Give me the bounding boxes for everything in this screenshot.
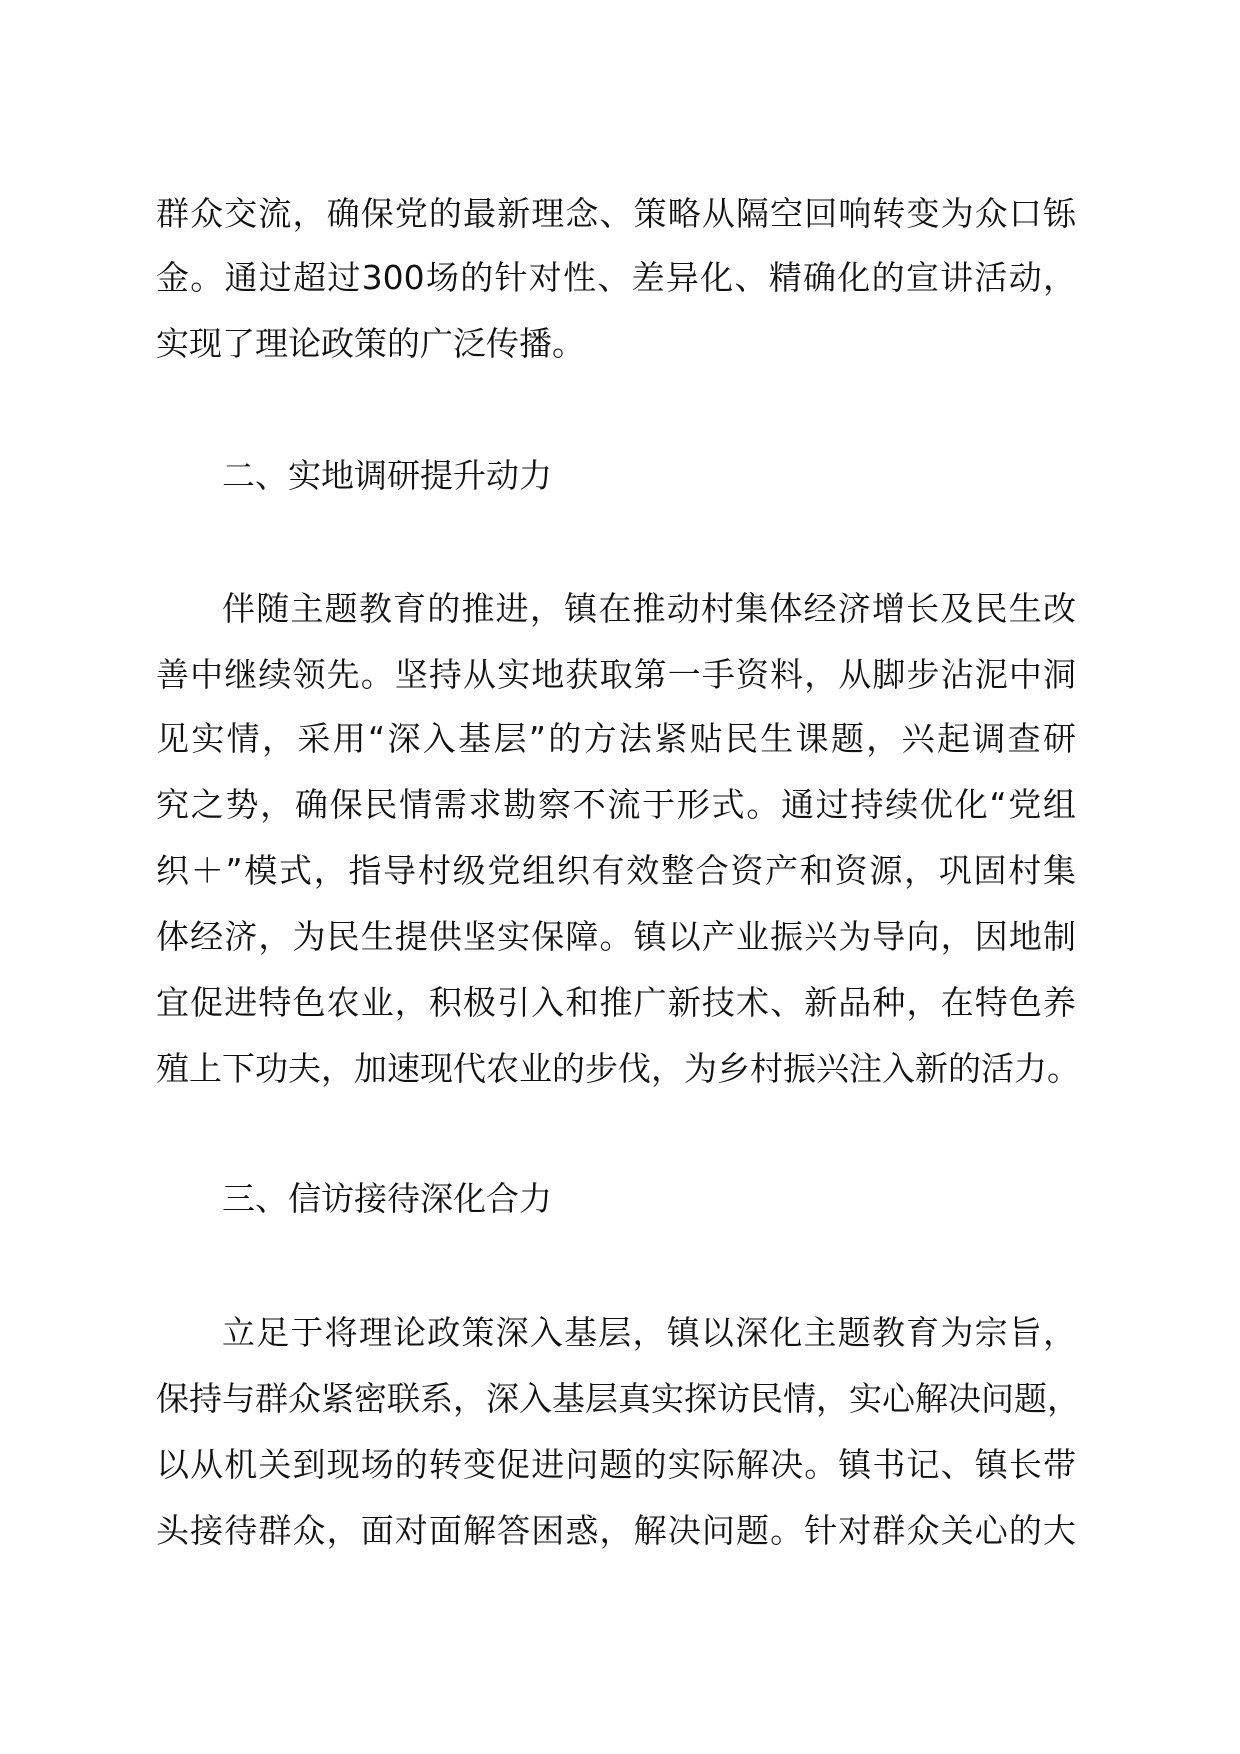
paragraph-2-line-8: 殖上下功夫，加速现代农业的步伐，为乡村振兴注入新的活力。	[156, 1049, 1080, 1088]
paragraph-2-line-1: 伴随主题教育的推进，镇在推动村集体经济增长及民生改	[222, 589, 1076, 628]
paragraph-1-line-3: 实现了理论政策的广泛传播。	[156, 324, 585, 363]
section-heading-2: 二、实地调研提升动力	[222, 456, 552, 495]
paragraph-2-line-2: 善中继续领先。坚持从实地获取第一手资料，从脚步沾泥中洞	[156, 655, 1076, 694]
paragraph-1-line-2: 金。通过超过300场的针对性、差异化、精确化的宣讲活动，	[156, 258, 1076, 297]
paragraph-2-line-7: 宜促进特色农业，积极引入和推广新技术、新品种，在特色养	[156, 983, 1076, 1022]
paragraph-3-line-2: 保持与群众紧密联系，深入基层真实探访民情，实心解决问题，	[156, 1379, 1080, 1418]
paragraph-2-line-6: 体经济，为民生提供坚实保障。镇以产业振兴为导向，因地制	[156, 917, 1076, 956]
paragraph-1-line-1: 群众交流，确保党的最新理念、策略从隔空回响转变为众口铄	[156, 194, 1076, 233]
paragraph-3-line-3: 以从机关到现场的转变促进问题的实际解决。镇书记、镇长带	[156, 1445, 1076, 1484]
section-heading-3: 三、信访接待深化合力	[222, 1179, 552, 1218]
paragraph-2-line-4: 究之势，确保民情需求勘察不流于形式。通过持续优化“党组	[156, 785, 1076, 824]
paragraph-2-line-3: 见实情，采用“深入基层”的方法紧贴民生课题，兴起调查研	[156, 719, 1076, 758]
paragraph-3-line-1: 立足于将理论政策深入基层，镇以深化主题教育为宗旨，	[222, 1313, 1076, 1352]
paragraph-3-line-4: 头接待群众，面对面解答困惑，解决问题。针对群众关心的大	[156, 1511, 1076, 1550]
paragraph-2-line-5: 织＋”模式，指导村级党组织有效整合资产和资源，巩固村集	[156, 851, 1076, 890]
